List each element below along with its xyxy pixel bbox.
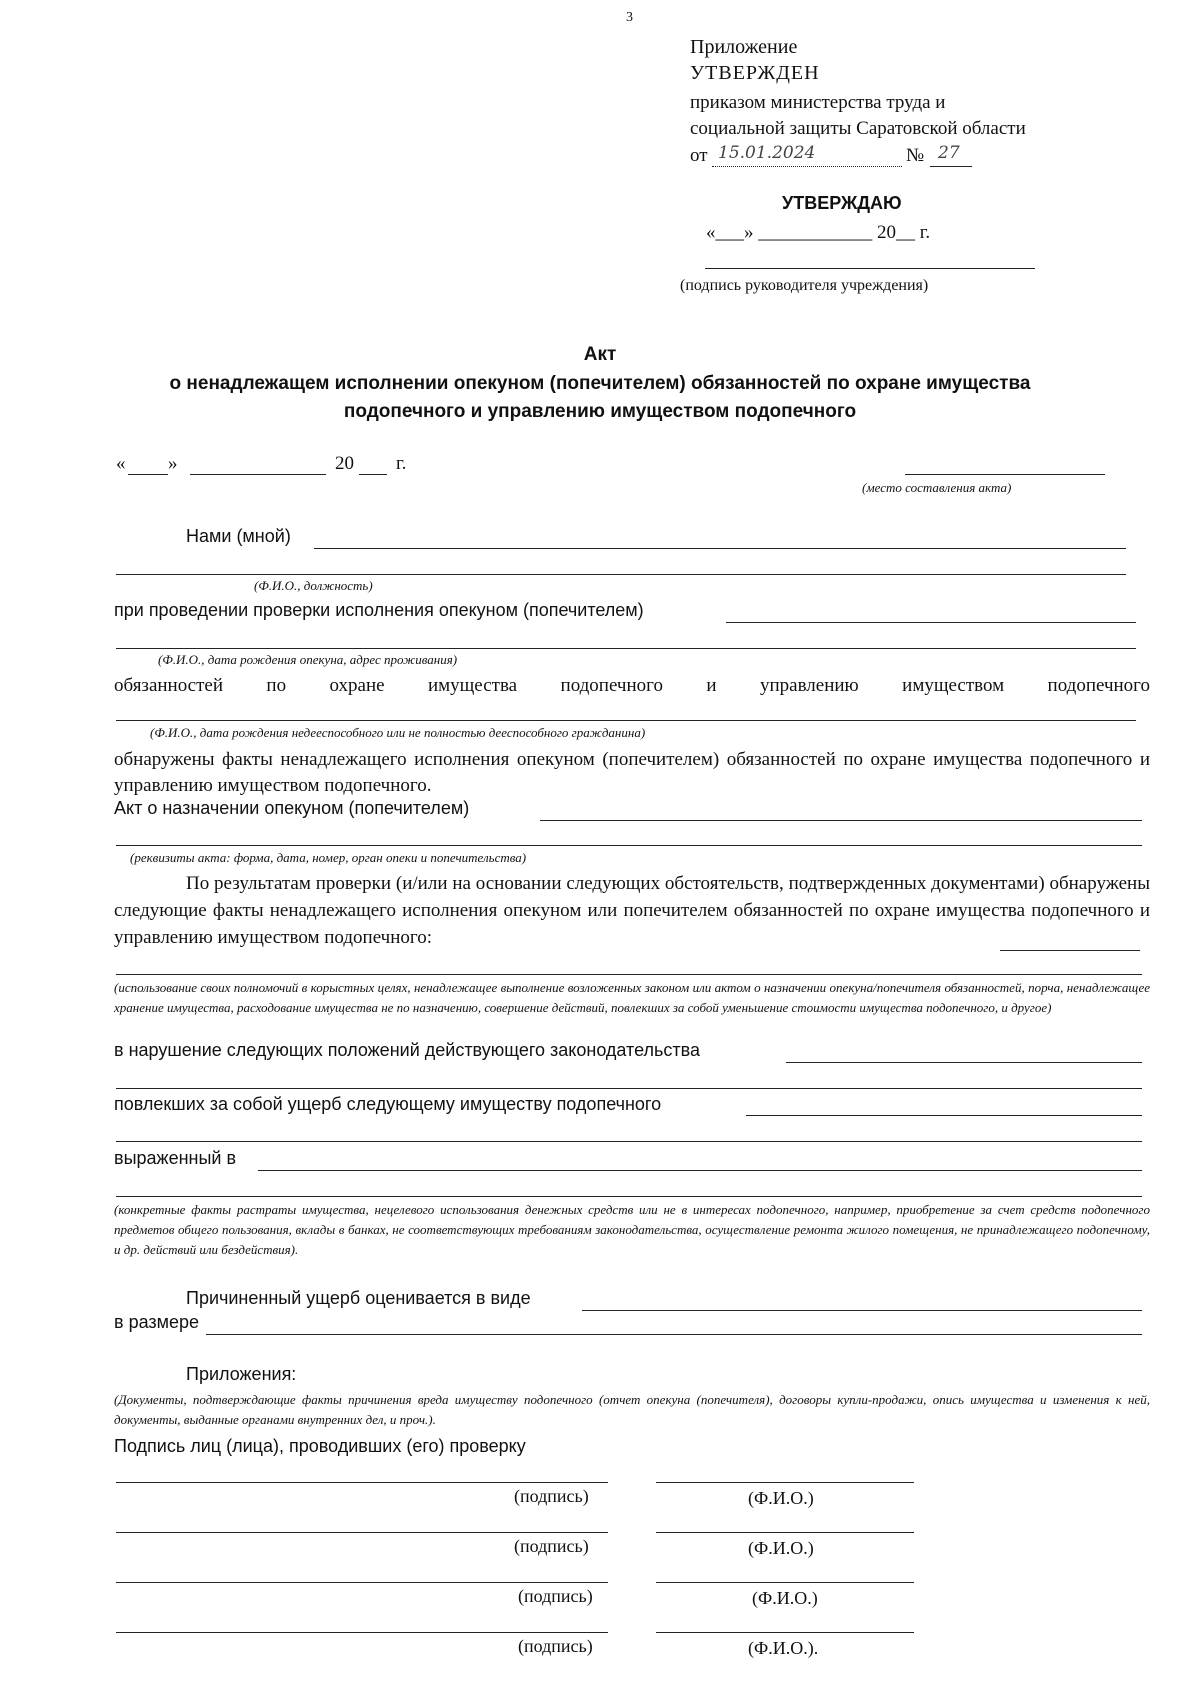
date-close-quote: »	[168, 453, 178, 474]
damage-estimated-line	[582, 1310, 1142, 1311]
expressed-line-2	[116, 1196, 1142, 1197]
appointment-line	[540, 820, 1142, 821]
fio-caption: (Ф.И.О.).	[748, 1638, 819, 1658]
order-line-2: социальной защиты Саратовской области	[690, 118, 1026, 139]
check-label: при проведении проверки исполнения опекуном (попечителем)	[114, 600, 644, 620]
date-year: 20	[335, 453, 354, 474]
place-line	[905, 474, 1105, 475]
date-suffix: г.	[396, 453, 407, 474]
results-line-2	[116, 974, 1142, 975]
date-open-quote: «	[116, 453, 126, 474]
fio-line	[656, 1532, 914, 1533]
appendix-label: Приложение	[690, 36, 798, 58]
ward-caption: (Ф.И.О., дата рождения недееспособного или не полностью дееспособного гражданина)	[150, 725, 646, 740]
ward-line	[116, 720, 1136, 721]
page-number: 3	[626, 10, 633, 25]
signatures-label: Подпись лиц (лица), проводивших (его) проверку	[114, 1436, 526, 1456]
damage-estimated-label: Причиненный ущерб оценивается в виде	[186, 1288, 531, 1308]
place-caption: (место составления акта)	[862, 480, 1012, 495]
fio-caption: (Ф.И.О.)	[748, 1488, 814, 1508]
order-number-handwritten: 27	[938, 143, 960, 163]
guardian-caption: (Ф.И.О., дата рождения опекуна, адрес проживания)	[158, 652, 458, 667]
signature-caption: (подпись)	[518, 1586, 593, 1606]
amount-line	[206, 1334, 1142, 1335]
attachments-caption: (Документы, подтверждающие факты причинения вреда имуществу подопечного (отчет опекуна (попечителя), договоры купли-продажи, опись имущества и изменения к ней, документы, выданные органами внутренних дел, и проч.).	[114, 1392, 1150, 1427]
check-line	[726, 622, 1136, 623]
fio-line	[656, 1632, 914, 1633]
date-day-line	[128, 474, 168, 475]
fio-position-caption: (Ф.И.О., должность)	[254, 578, 373, 593]
appointment-caption: (реквизиты акта: форма, дата, номер, орган опеки и попечительства)	[130, 850, 527, 865]
us-line	[314, 548, 1126, 549]
signature-caption: (подпись)	[514, 1536, 589, 1556]
violation-line	[786, 1062, 1142, 1063]
check-line-2	[116, 648, 1136, 649]
duties-line: обязанностей по охране имущества подопечного и управлению имуществом подопечного	[114, 675, 1150, 696]
order-date-handwritten: 15.01.2024	[718, 143, 816, 163]
order-number-prefix: №	[906, 145, 925, 166]
signature-line	[116, 1582, 608, 1583]
us-line-2	[116, 574, 1126, 575]
violation-line-2	[116, 1088, 1142, 1089]
approved-label: УТВЕРЖДЕН	[690, 62, 820, 84]
document-subtitle-2: подопечного и управлению имуществом подопечного	[343, 401, 857, 422]
document-subtitle-1: о ненадлежащем исполнении опекуном (попечителем) обязанностей по охране имущества	[169, 373, 1031, 394]
signature-line	[116, 1632, 608, 1633]
fio-line	[656, 1582, 914, 1583]
damage-label: повлекших за собой ущерб следующему имуществу подопечного	[114, 1094, 662, 1114]
found-text: обнаружены факты ненадлежащего исполнения опекуном (попечителем) обязанностей по охране имущества подопечного и управлению имуществом подопечного.	[114, 749, 1150, 796]
signature-line	[116, 1482, 608, 1483]
fio-caption: (Ф.И.О.)	[752, 1588, 818, 1608]
signature-line	[116, 1532, 608, 1533]
document-title: Акт	[583, 344, 617, 365]
attachments-label: Приложения:	[186, 1364, 297, 1384]
date-year-line	[359, 474, 387, 475]
approve-date: «___» ____________ 20__ г.	[706, 222, 931, 243]
facts-caption: (использование своих полномочий в корыстных целях, ненадлежащее выполнение возложенных законом или актом о назначении опекуна/попечителя обязанностей, порча, ненадлежащее хранение имущества, расходование имущества не по назначению, совершение действий, повлекших за собой уменьшение стоимости имущества подопечного, и другое)	[114, 980, 1150, 1015]
approve-title: УТВЕРЖДАЮ	[782, 193, 902, 213]
appointment-line-2	[116, 845, 1142, 846]
order-number-line	[930, 166, 972, 167]
expressed-line	[258, 1170, 1142, 1171]
results-text: По результатам проверки (и/или на основании следующих обстоятельств, подтвержденных документами) обнаружены следующие факты ненадлежащего исполнения опекуном или попечителем обязанностей по охране имущества подопечного и управлению имуществом подопечного:	[114, 873, 1150, 948]
amount-label: в размере	[114, 1312, 200, 1332]
date-month-line	[190, 474, 326, 475]
expressed-label: выраженный в	[114, 1148, 237, 1168]
appointment-label: Акт о назначении опекуном (попечителем)	[114, 798, 470, 818]
us-label: Нами (мной)	[186, 526, 291, 546]
damage-line-2	[116, 1141, 1142, 1142]
results-line-end	[1000, 950, 1140, 951]
signature-caption: (подпись)	[518, 1636, 593, 1656]
approve-signature-caption: (подпись руководителя учреждения)	[680, 277, 929, 294]
fio-caption: (Ф.И.О.)	[748, 1538, 814, 1558]
approve-signature-line	[705, 268, 1035, 269]
signature-caption: (подпись)	[514, 1486, 589, 1506]
order-line-1: приказом министерства труда и	[690, 92, 946, 113]
violation-label: в нарушение следующих положений действующего законодательства	[114, 1040, 701, 1060]
order-date-prefix: от	[690, 145, 708, 166]
order-date-line	[712, 166, 902, 167]
fio-line	[656, 1482, 914, 1483]
damage-line	[746, 1115, 1142, 1116]
concrete-caption: (конкретные факты растраты имущества, нецелевого использования денежных средств или не в интересах подопечного, например, приобретение за счет средств подопечного предметов общего пользования, вклады в банках, не соответствующих требованиям законодательства, осуществление ремонта жилого помещения, не принадлежащего подопечному, и др. действий или бездействия).	[114, 1202, 1150, 1257]
